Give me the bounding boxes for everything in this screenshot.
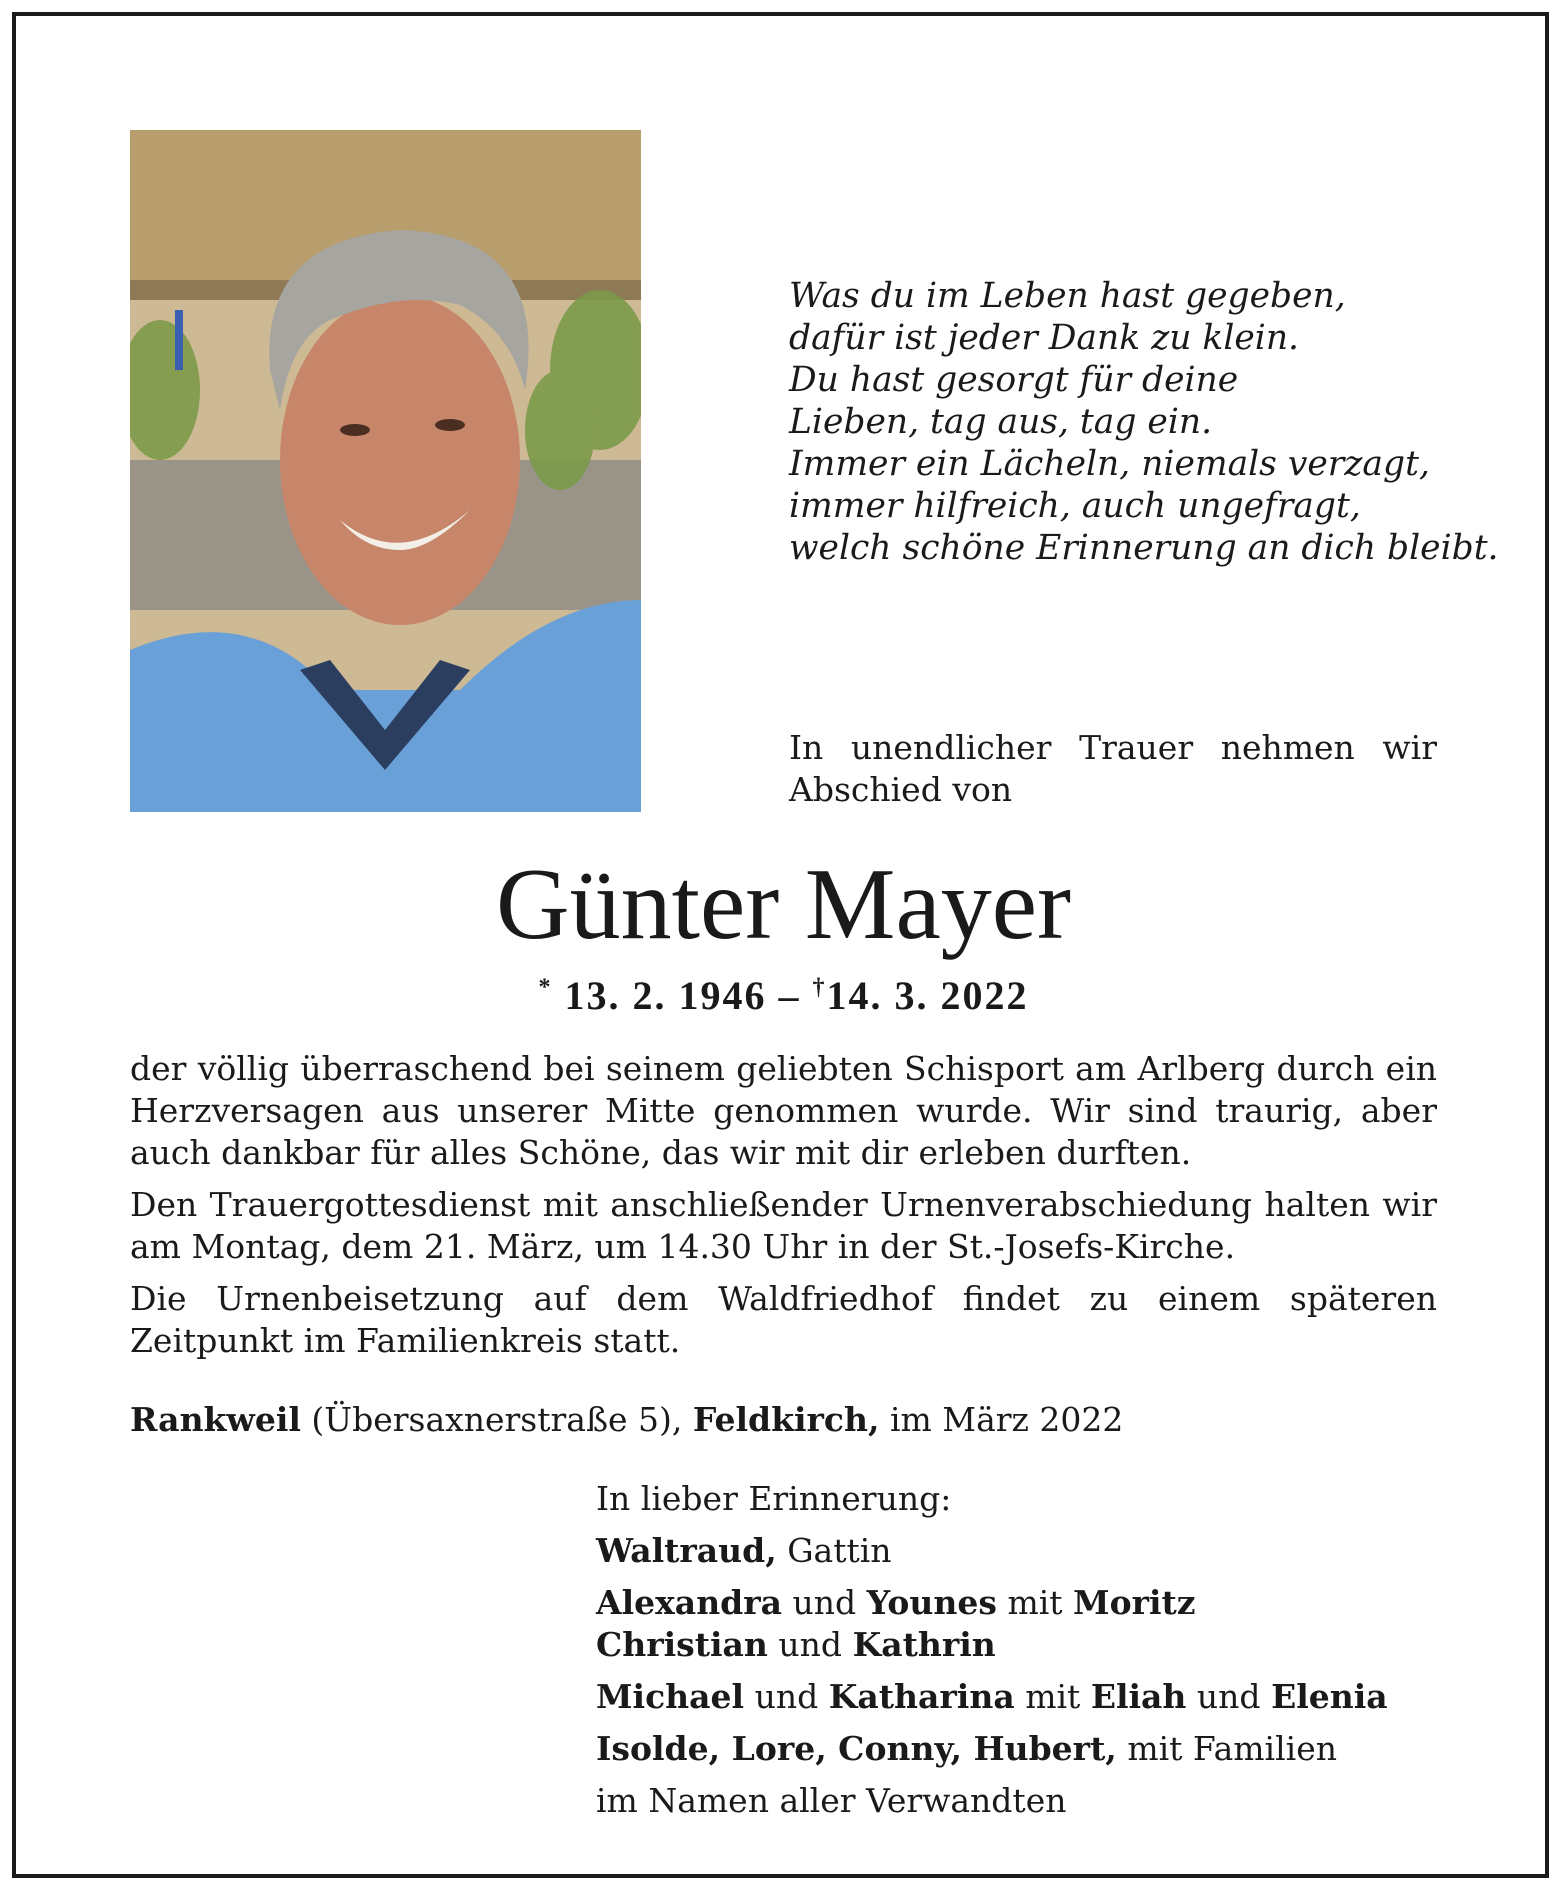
family-line xyxy=(596,1530,1388,1572)
family-connector: mit xyxy=(1007,1583,1063,1622)
life-dates xyxy=(0,972,1567,1019)
poem-line: Was du im Leben hast gegeben, xyxy=(789,276,1346,316)
poem-line: immer hilfreich, auch ungefragt, xyxy=(789,486,1361,526)
family-name: Alexandra xyxy=(596,1583,783,1622)
date-separator: – xyxy=(778,973,801,1018)
paragraph: Den Trauergottesdienst mit anschließender Urnenverabschiedung halten wir am Montag, dem 21. März, um 14.30 Uhr in der St.-Josefs-Kirche. xyxy=(130,1185,1437,1266)
portrait-illustration xyxy=(130,130,641,812)
poem-line: welch schöne Erinnerung an dich bleibt. xyxy=(789,528,1499,568)
poem xyxy=(789,275,1499,569)
family-line xyxy=(596,1582,1388,1624)
birth-symbol: * xyxy=(538,974,553,1001)
month-year: im März 2022 xyxy=(889,1400,1124,1439)
family-name: Katharina xyxy=(828,1677,1015,1716)
poem-line: dafür ist jeder Dank zu klein. xyxy=(789,318,1300,358)
portrait-photo xyxy=(130,130,641,812)
death-date: 14. 3. 2022 xyxy=(826,973,1029,1018)
family-connector: und xyxy=(778,1625,843,1664)
announcement-body xyxy=(130,1048,1437,1372)
family-name: Younes xyxy=(866,1583,997,1622)
family-name: Elenia xyxy=(1271,1677,1388,1716)
family-name: Waltraud, xyxy=(596,1531,777,1570)
family-name: Michael xyxy=(596,1677,745,1716)
family-heading: In lieber Erinnerung: xyxy=(596,1479,952,1518)
paragraph: Die Urnenbeisetzung auf dem Waldfriedhof findet zu einem späteren Zeitpunkt im Familienkreis statt. xyxy=(130,1279,1437,1360)
town-rankweil: Rankweil xyxy=(130,1400,301,1439)
family-connector: mit Familien xyxy=(1127,1729,1337,1768)
poem-line: Du hast gesorgt für deine xyxy=(789,360,1239,400)
family-name: Isolde, Lore, Conny, Hubert, xyxy=(596,1729,1117,1768)
death-symbol: † xyxy=(812,974,827,1001)
family-line xyxy=(596,1728,1388,1770)
family-closing: im Namen aller Verwandten xyxy=(596,1781,1067,1820)
deceased-name: Günter Mayer xyxy=(496,848,1071,961)
address: (Übersaxnerstraße 5), xyxy=(311,1400,683,1439)
family-connector: und xyxy=(792,1583,857,1622)
birth-date: 13. 2. 1946 xyxy=(564,973,767,1018)
intro-text: In unendlicher Trauer nehmen wir Abschied von xyxy=(789,728,1437,809)
family-name: Kathrin xyxy=(852,1625,996,1664)
place-and-date xyxy=(130,1399,1123,1441)
poem-line: Lieben, tag aus, tag ein. xyxy=(789,402,1213,442)
family-name: Eliah xyxy=(1090,1677,1187,1716)
family-role: Gattin xyxy=(787,1531,892,1570)
family-connector: und xyxy=(754,1677,819,1716)
poem-line: Immer ein Lächeln, niemals verzagt, xyxy=(789,444,1430,484)
family-list xyxy=(596,1478,1388,1822)
family-name: Moritz xyxy=(1073,1583,1196,1622)
town-feldkirch: Feldkirch, xyxy=(692,1400,880,1439)
family-connector: mit xyxy=(1025,1677,1081,1716)
family-line xyxy=(596,1676,1388,1718)
family-name: Christian xyxy=(596,1625,768,1664)
family-line xyxy=(596,1624,1388,1666)
family-connector: und xyxy=(1196,1677,1261,1716)
paragraph: der völlig überraschend bei seinem geliebten Schisport am Arlberg durch ein Herzversagen aus unserer Mitte genommen wurde. Wir sind traurig, aber auch dankbar für alles Schöne, das wir mit dir erleben durften. xyxy=(130,1049,1437,1172)
